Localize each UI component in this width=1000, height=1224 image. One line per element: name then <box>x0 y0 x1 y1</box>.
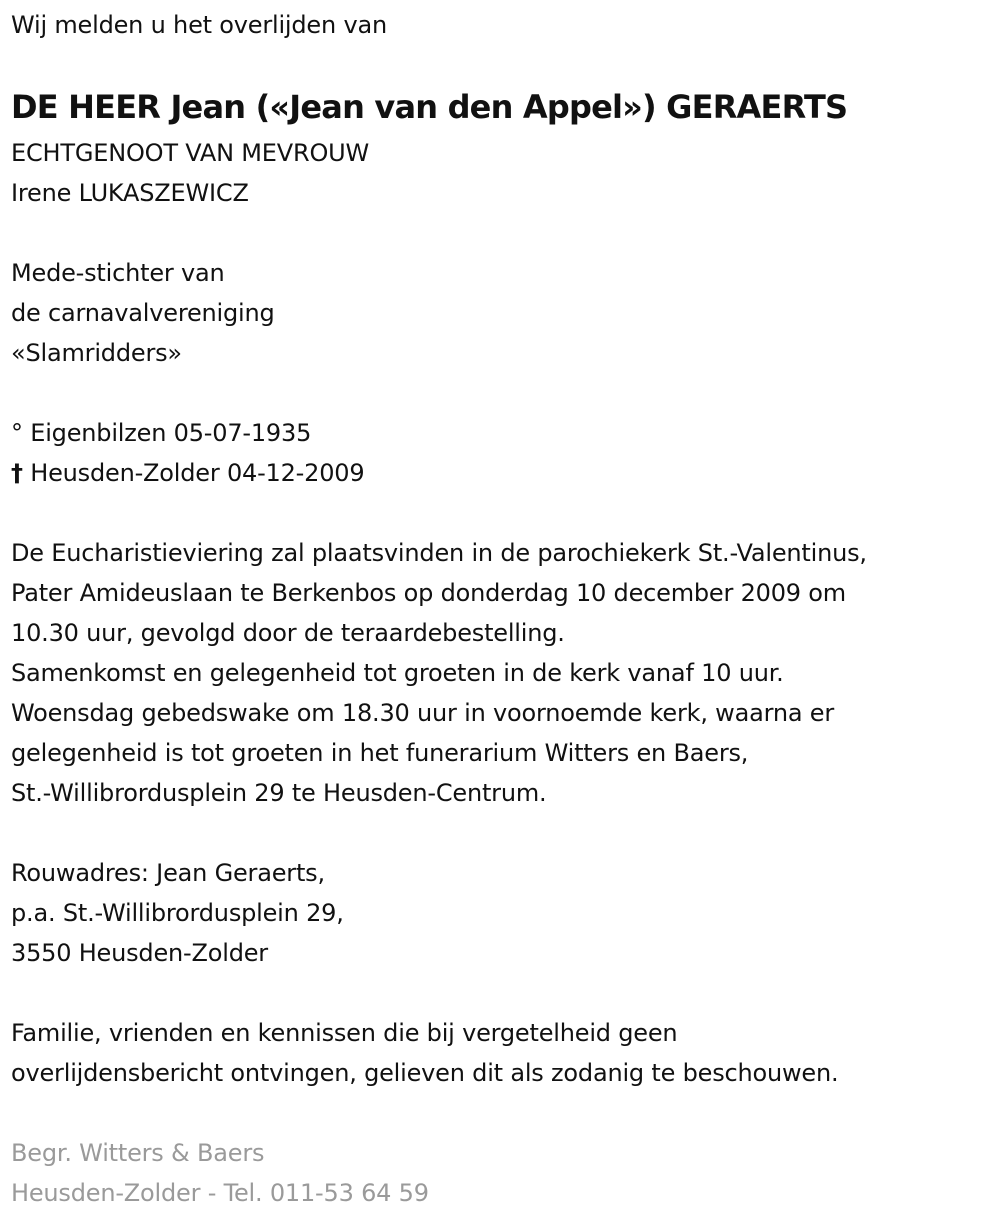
cofounder-line: Mede-stichter van <box>11 259 225 287</box>
spouse-name: Irene LUKASZEWICZ <box>11 179 249 207</box>
birth-line <box>11 413 1000 453</box>
birth-icon: ° <box>11 419 23 447</box>
notice-line: overlijdensbericht ontvingen, gelieven dit als zodanig te beschouwen. <box>11 1059 839 1087</box>
spouse-label: ECHTGENOOT VAN MEVROUW <box>11 139 370 167</box>
ceremony-line: De Eucharistieviering zal plaatsvinden in de parochiekerk St.-Valentinus, <box>11 539 867 567</box>
cross-icon: † <box>11 459 23 487</box>
funeral-home-name: Begr. Witters & Baers <box>11 1139 265 1167</box>
deceased-name-heading: DE HEER Jean («Jean van den Appel») GERAERTS <box>11 88 848 126</box>
cofounder-line: «Slamridders» <box>11 339 182 367</box>
death-line <box>11 453 1000 493</box>
intro-text: Wij melden u het overlijden van <box>11 11 387 39</box>
ceremony-line: St.-Willibrordusplein 29 te Heusden-Centrum. <box>11 779 547 807</box>
address-line: 3550 Heusden-Zolder <box>11 939 268 967</box>
ceremony-line: Samenkomst en gelegenheid tot groeten in de kerk vanaf 10 uur. <box>11 659 784 687</box>
address-line: Rouwadres: Jean Geraerts, <box>11 859 325 887</box>
address-line: p.a. St.-Willibrordusplein 29, <box>11 899 344 927</box>
funeral-home-contact: Heusden-Zolder - Tel. 011-53 64 59 <box>11 1179 429 1207</box>
ceremony-line: Woensdag gebedswake om 18.30 uur in voornoemde kerk, waarna er <box>11 699 835 727</box>
notice-line: Familie, vrienden en kennissen die bij vergetelheid geen <box>11 1019 678 1047</box>
ceremony-line: 10.30 uur, gevolgd door de teraardebestelling. <box>11 619 565 647</box>
death-text: Heusden-Zolder 04-12-2009 <box>30 459 365 487</box>
birth-text: Eigenbilzen 05-07-1935 <box>30 419 312 447</box>
cofounder-line: de carnavalvereniging <box>11 299 275 327</box>
ceremony-line: gelegenheid is tot groeten in het funerarium Witters en Baers, <box>11 739 749 767</box>
ceremony-line: Pater Amideuslaan te Berkenbos op donderdag 10 december 2009 om <box>11 579 846 607</box>
